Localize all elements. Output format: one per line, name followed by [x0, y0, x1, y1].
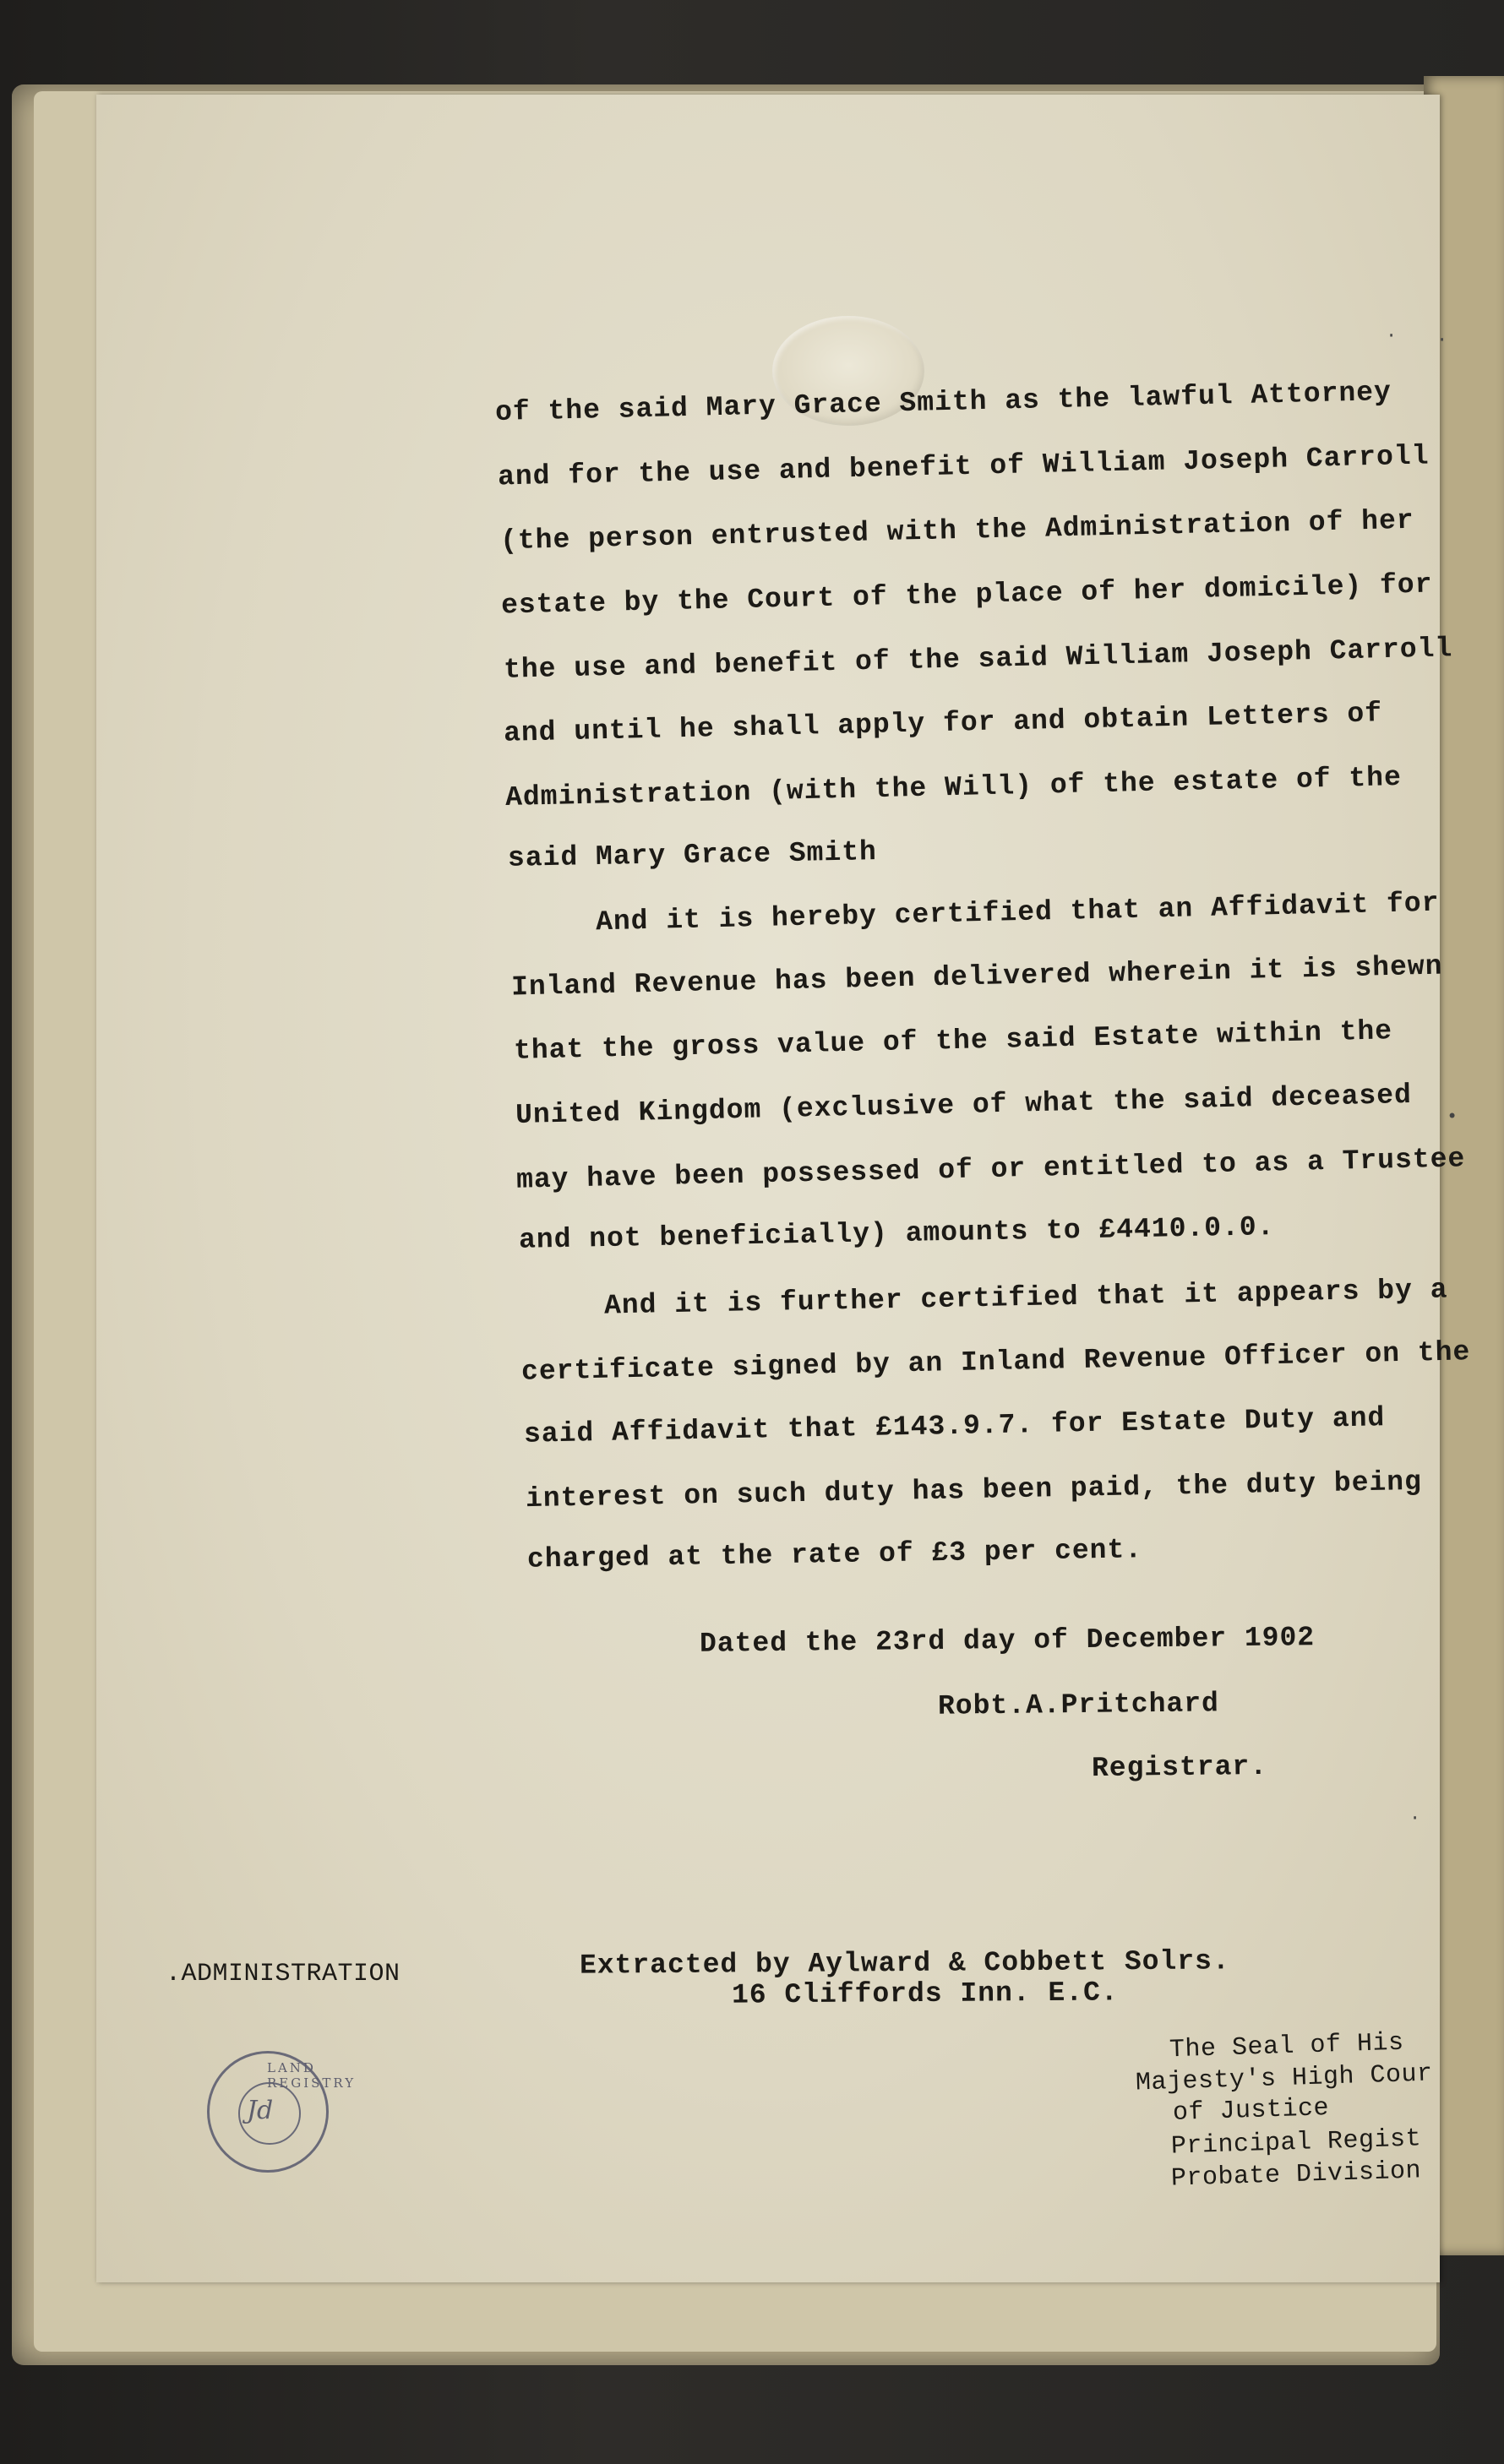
body-line: United Kingdom (exclusive of what the said deceased — [515, 1079, 1413, 1132]
body-line: that the gross value of the said Estate within the — [513, 1015, 1393, 1067]
body-line: charged at the rate of £3 per cent. — [526, 1534, 1143, 1575]
body-line: said Mary Grace Smith — [507, 836, 878, 874]
body-line: of the said Mary Grace Smith as the lawful Attorney — [494, 376, 1392, 429]
ink-speck: · — [1409, 1808, 1421, 1829]
body-line: and for the use and benefit of William Joseph Carroll — [497, 440, 1430, 493]
body-line: and until he shall apply for and obtain Letters of — [503, 698, 1383, 749]
seal-line: Principal Regist — [1170, 2124, 1422, 2162]
seal-line: Majesty's High Cour — [1135, 2059, 1434, 2098]
body-line: And it is hereby certified that an Affidavit for — [595, 887, 1440, 938]
body-line: And it is further certified that it appears by a — [603, 1274, 1448, 1322]
dated-line: Dated the 23rd day of December 1902 — [699, 1622, 1316, 1660]
body-line: Administration (with the Will) of the estate of the — [504, 761, 1403, 814]
ink-speck: · — [1386, 325, 1398, 346]
seal-line: The Seal of His — [1169, 2028, 1405, 2065]
body-line: Inland Revenue has been delivered wherein it is shewn — [510, 950, 1443, 1004]
body-line: interest on such duty has been paid, the duty being — [525, 1466, 1423, 1515]
body-line: certificate signed by an Inland Revenue Officer on the — [520, 1336, 1471, 1388]
land-registry-stamp-icon: Jd LAND REGISTRY — [207, 2051, 329, 2173]
body-line: may have been possessed of or entitled to as a Trustee — [515, 1143, 1466, 1196]
body-line: (the person entrusted with the Administration of her — [499, 504, 1415, 558]
extracted-by: Extracted by Aylward & Cobbett Solrs. — [579, 1945, 1230, 1982]
body-line: said Affidavit that £143.9.7. for Estate Duty and — [523, 1402, 1386, 1450]
body-line: estate by the Court of the place of her domicile) for — [500, 568, 1433, 622]
signatory-name: Robt.A.Pritchard — [937, 1688, 1220, 1722]
extracted-address: 16 Cliffords Inn. E.C. — [731, 1977, 1119, 2011]
ink-speck: • — [1447, 1107, 1458, 1128]
body-line: the use and benefit of the said William Joseph Carroll — [503, 633, 1453, 686]
body-line: and not beneficially) amounts to £4410.0.0. — [518, 1211, 1275, 1256]
seal-line: of Justice — [1172, 2094, 1330, 2128]
ink-speck: · — [1436, 329, 1448, 351]
signatory-title: Registrar. — [1091, 1750, 1268, 1785]
administration-label: .ADMINISTRATION — [166, 1960, 401, 1988]
seal-line: Probate Division — [1170, 2157, 1422, 2194]
